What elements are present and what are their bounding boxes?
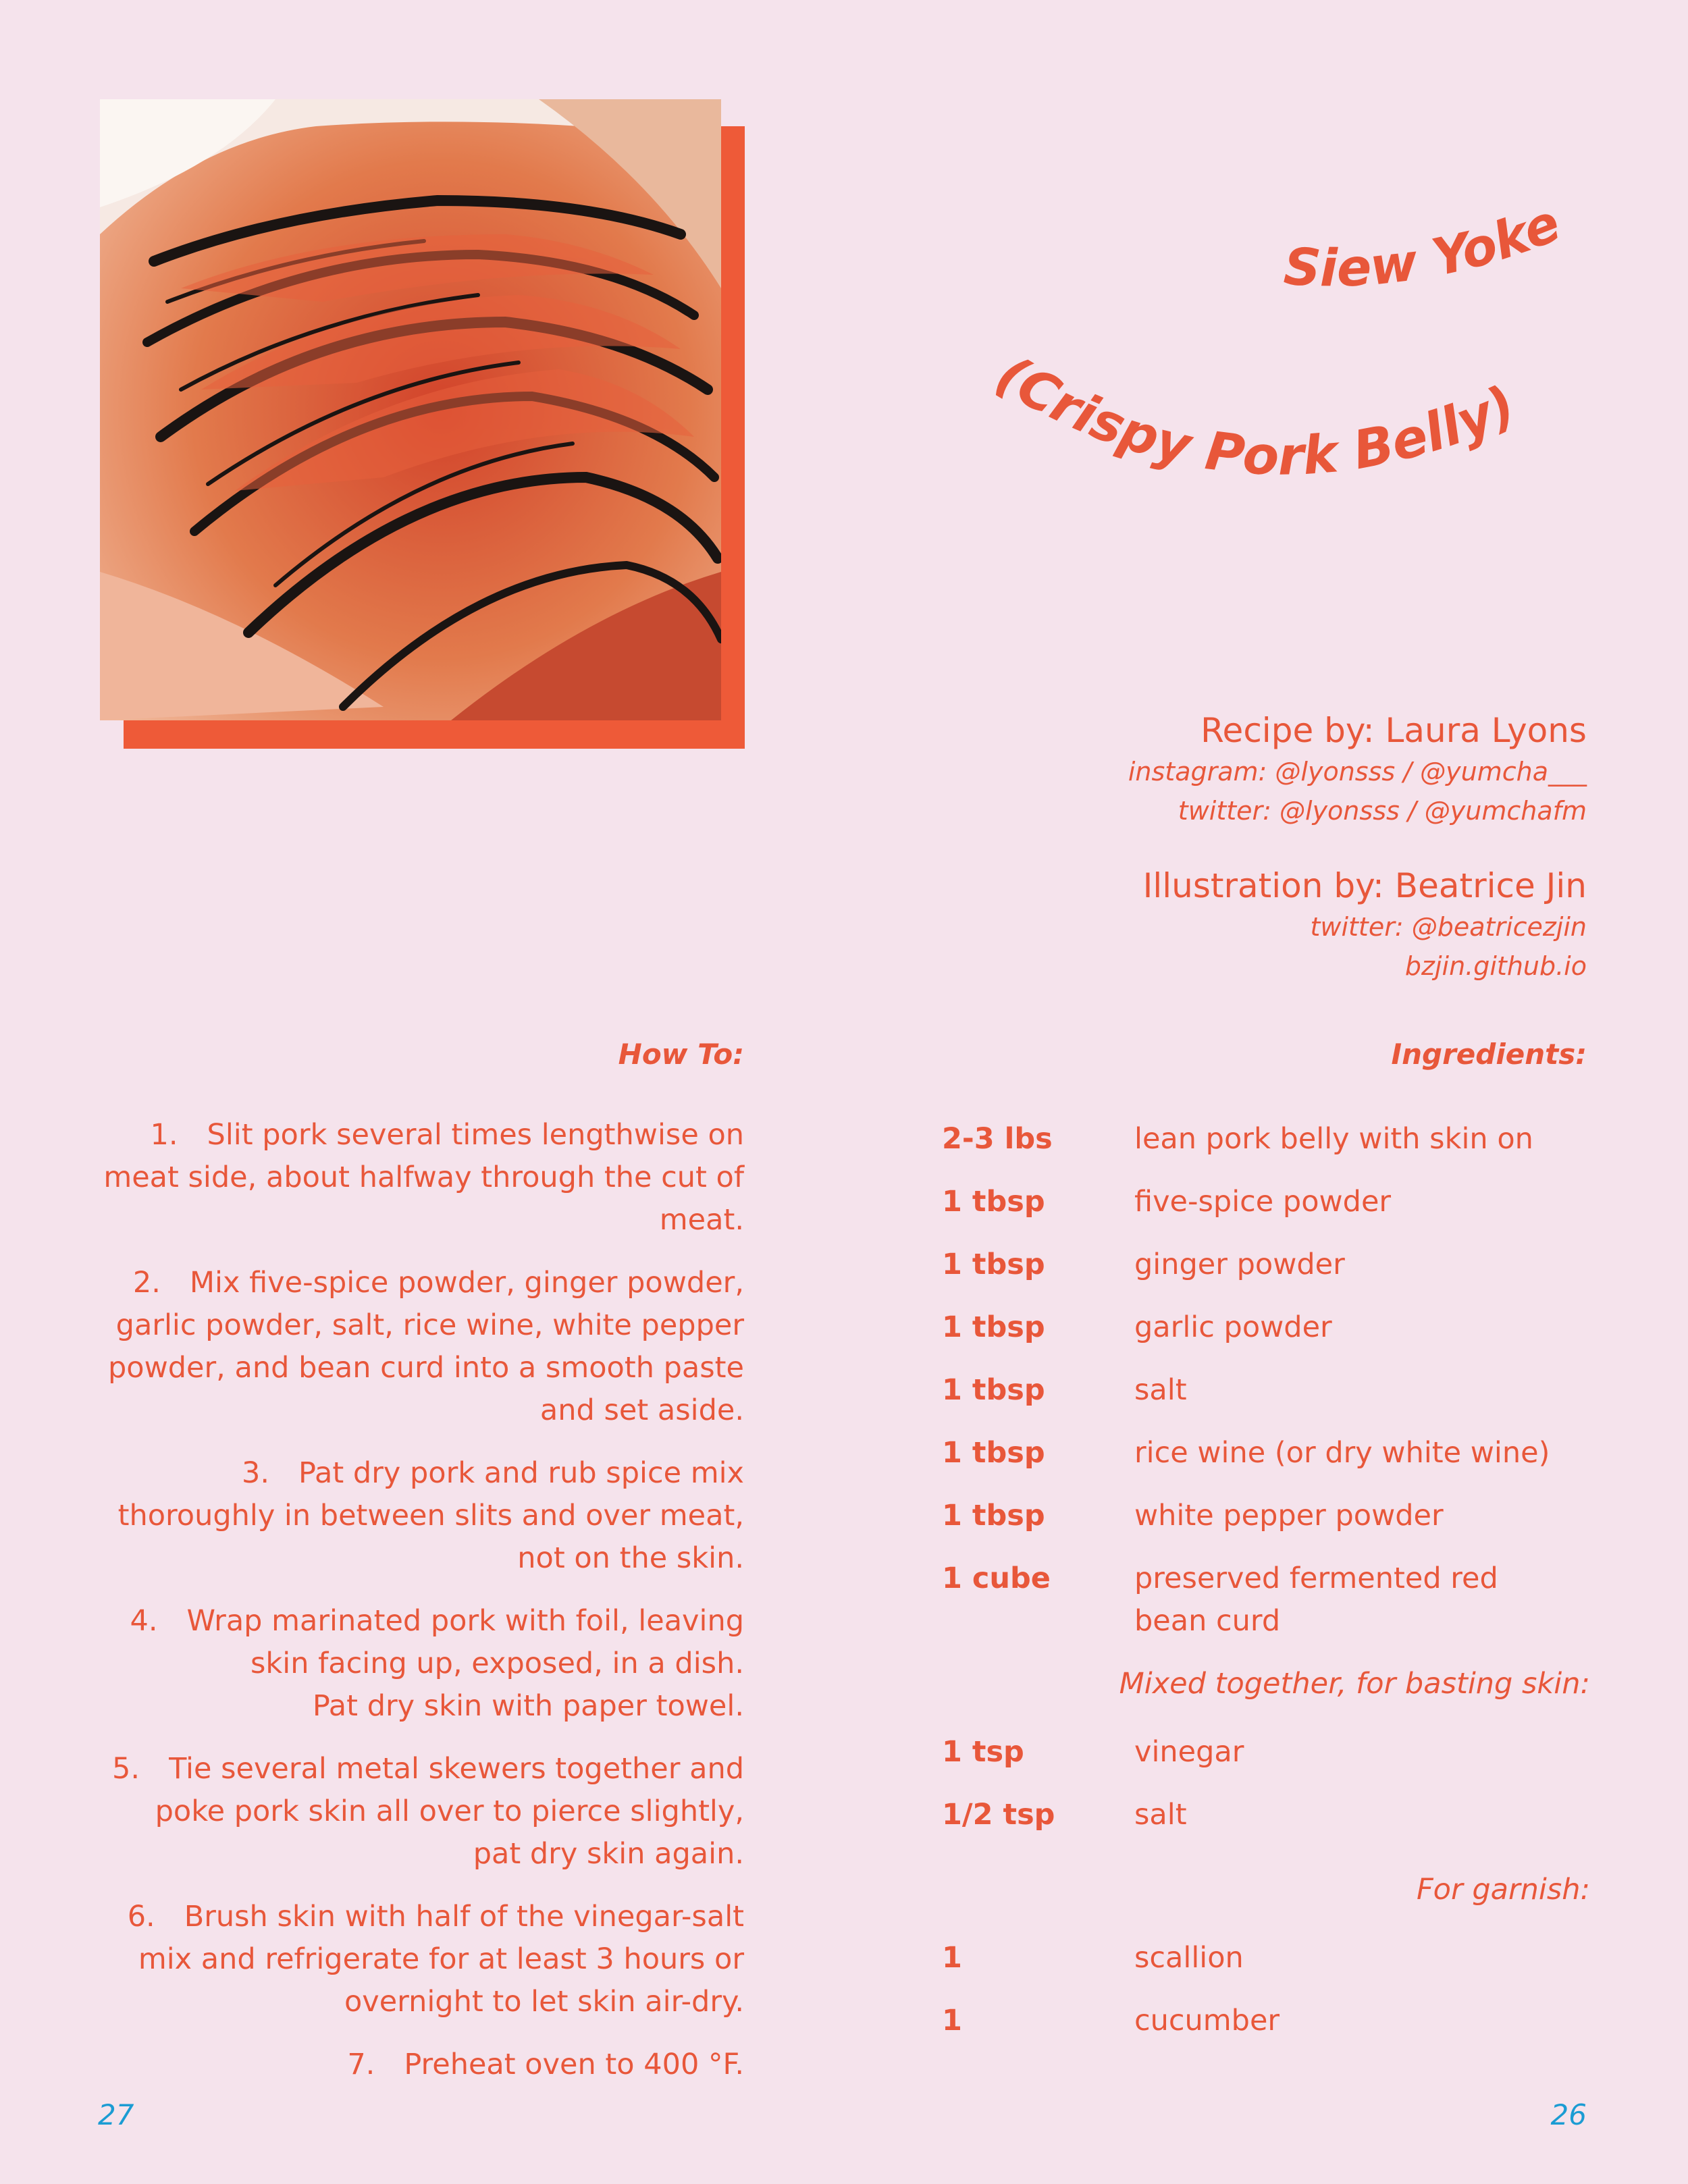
ingredient-row: 1 tbsp five-spice powder (942, 1185, 1392, 1219)
garnish-subheading: For garnish: (1416, 1873, 1590, 1907)
page-number-right: 26 (1550, 2098, 1587, 2131)
ingredient-row: 1 cucumber (942, 2004, 1280, 2037)
how-to-heading: How To: (618, 1038, 744, 1071)
page-number-left: 27 (98, 2098, 134, 2131)
title-line-1: Siew Yoke (1282, 192, 1568, 298)
how-to-steps (101, 1114, 744, 2106)
ingredients-heading: Ingredients: (1391, 1038, 1587, 1071)
ingredient-row: 1 tbsp garlic powder (942, 1310, 1332, 1344)
step-item: 5. Tie several metal skewers together and poke pork skin all over to pierce slightly, pat dry skin again. (112, 1752, 744, 1871)
recipe-credit-instagram: instagram: @lyonsss / @yumcha___ (1128, 757, 1587, 787)
ingredient-row: 1 tbsp ginger powder (942, 1248, 1345, 1281)
ingredient-row: 1 tsp vinegar (942, 1735, 1244, 1769)
step-item: 2. Mix five-spice powder, ginger powder, garlic powder, salt, rice wine, white pepper powder, and bean curd into a smooth paste and set aside. (107, 1266, 744, 1427)
step-item: 6. Brush skin with half of the vinegar-salt mix and refrigerate for at least 3 hours or overnight to let skin air-dry. (127, 1900, 744, 2019)
illustration-credit-heading: Illustration by: Beatrice Jin (1142, 866, 1587, 905)
step-item: 3. Pat dry pork and rub spice mix thoroughly in between slits and over meat, not on the skin. (117, 1456, 744, 1575)
illustration-credit (1143, 864, 1587, 986)
title-line-2: (Crispy Pork Belly) (986, 344, 1525, 487)
step-item: 4. Wrap marinated pork with foil, leaving skin facing up, exposed, in a dish. Pat dry skin with paper towel. (130, 1604, 744, 1723)
recipe-credit-heading: Recipe by: Laura Lyons (1201, 711, 1587, 750)
ingredient-row: 1 tbsp salt (942, 1373, 1187, 1407)
step-item: 7. Preheat oven to 400 °F. (347, 2048, 744, 2081)
pork-belly-illustration (100, 99, 721, 720)
ingredient-row: 1 cube preserved fermented red bean curd (942, 1562, 1498, 1638)
illustration-credit-website: bzjin.github.io (1404, 951, 1587, 981)
basting-subheading: Mixed together, for basting skin: (1119, 1667, 1590, 1701)
ingredient-row: 2-3 lbs lean pork belly with skin on (942, 1122, 1533, 1156)
recipe-credit-twitter: twitter: @lyonsss / @yumchafm (1178, 796, 1587, 826)
ingredients-list (942, 1118, 1590, 2062)
ingredient-row: 1 scallion (942, 1941, 1244, 1975)
illustration-frame (100, 99, 745, 749)
recipe-credit (1128, 709, 1587, 830)
recipe-title (932, 189, 1607, 506)
step-item: 1. Slit pork several times lengthwise on meat side, about halfway through the cut of meat. (103, 1118, 744, 1237)
ingredient-row: 1/2 tsp salt (942, 1798, 1187, 1832)
ingredient-row: 1 tbsp white pepper powder (942, 1499, 1444, 1533)
ingredient-row: 1 tbsp rice wine (or dry white wine) (942, 1436, 1550, 1470)
illustration-credit-twitter: twitter: @beatricezjin (1310, 912, 1587, 942)
